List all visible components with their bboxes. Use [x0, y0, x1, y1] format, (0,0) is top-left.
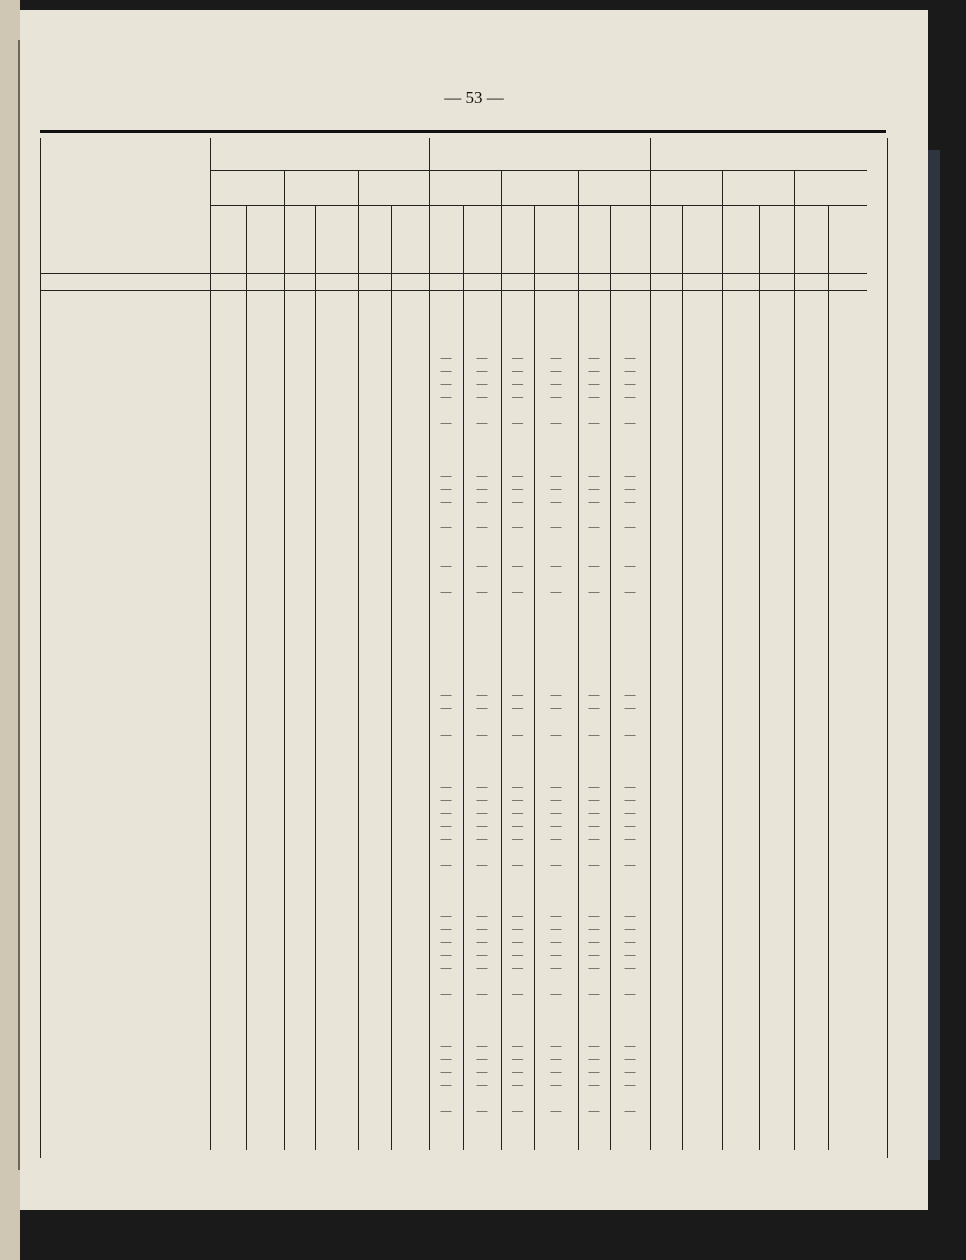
empty-cell-dash: —: [476, 781, 488, 793]
empty-cell-dash: —: [512, 1105, 523, 1117]
empty-cell-dash: —: [512, 365, 523, 377]
empty-cell-dash: —: [476, 483, 488, 495]
empty-cell-dash: —: [440, 962, 452, 974]
empty-cell-dash: —: [440, 689, 452, 701]
area-subheading: [766, 208, 788, 270]
empty-cell-dash: —: [512, 781, 523, 793]
empty-cell-dash: —: [624, 689, 636, 701]
empty-cell-dash: —: [624, 586, 636, 598]
empty-cell-dash: —: [588, 820, 600, 832]
empty-cell-dash: —: [440, 949, 452, 961]
empty-cell-dash: —: [550, 689, 562, 701]
empty-cell-dash: —: [550, 807, 562, 819]
book-cover-edge: [928, 150, 940, 1160]
empty-cell-dash: —: [588, 833, 600, 845]
empty-cell-dash: —: [588, 1079, 600, 1091]
statistics-table: [40, 138, 888, 1158]
empty-cell-dash: —: [588, 417, 600, 429]
empty-cell-dash: —: [440, 936, 452, 948]
empty-cell-dash: —: [476, 949, 488, 961]
empty-cell-dash: —: [476, 378, 488, 390]
empty-cell-dash: —: [440, 417, 452, 429]
empty-cell-dash: —: [440, 1079, 452, 1091]
empty-cell-dash: —: [624, 1040, 636, 1052]
empty-cell-dash: —: [440, 1040, 452, 1052]
empty-cell-dash: —: [440, 781, 452, 793]
empty-cell-dash: —: [440, 988, 452, 1000]
empty-cell-dash: —: [550, 729, 562, 741]
empty-cell-dash: —: [440, 833, 452, 845]
empty-cell-dash: —: [440, 910, 452, 922]
empty-cell-dash: —: [550, 1066, 562, 1078]
empty-cell-dash: —: [624, 352, 636, 364]
empty-cell-dash: —: [624, 391, 636, 403]
area-subheading: [326, 208, 348, 270]
empty-cell-dash: —: [476, 988, 488, 1000]
column-divider: [501, 170, 502, 1150]
empty-cell-dash: —: [440, 923, 452, 935]
empty-cell-dash: —: [476, 689, 488, 701]
empty-cell-dash: —: [550, 417, 562, 429]
empty-cell-dash: —: [588, 1066, 600, 1078]
count-subheading: [655, 208, 677, 270]
empty-cell-dash: —: [624, 1105, 636, 1117]
empty-cell-dash: —: [550, 702, 562, 714]
empty-cell-dash: —: [550, 820, 562, 832]
empty-cell-dash: —: [588, 586, 600, 598]
empty-cell-dash: —: [476, 702, 488, 714]
empty-cell-dash: —: [624, 470, 636, 482]
empty-cell-dash: —: [624, 521, 636, 533]
column-divider: [391, 205, 392, 1150]
empty-cell-dash: —: [512, 833, 523, 845]
empty-cell-dash: —: [440, 794, 452, 806]
empty-cell-dash: —: [588, 1053, 600, 1065]
empty-cell-dash: —: [550, 949, 562, 961]
empty-cell-dash: —: [476, 923, 488, 935]
count-subheading: [800, 208, 822, 270]
empty-cell-dash: —: [476, 560, 488, 572]
column-divider: [828, 205, 829, 1150]
empty-cell-dash: —: [512, 1079, 523, 1091]
column-divider: [794, 170, 795, 1150]
empty-cell-dash: —: [624, 807, 636, 819]
column-divider: [682, 205, 683, 1150]
empty-cell-dash: —: [588, 483, 600, 495]
empty-cell-dash: —: [476, 1040, 488, 1052]
empty-cell-dash: —: [624, 1066, 636, 1078]
empty-cell-dash: —: [512, 470, 523, 482]
empty-cell-dash: —: [512, 820, 523, 832]
count-subheading: [289, 208, 311, 270]
empty-cell-dash: —: [512, 1066, 523, 1078]
empty-cell-dash: —: [440, 378, 452, 390]
empty-cell-dash: —: [476, 1079, 488, 1091]
empty-cell-dash: —: [440, 859, 452, 871]
empty-cell-dash: —: [440, 702, 452, 714]
empty-cell-dash: —: [550, 391, 562, 403]
empty-cell-dash: —: [588, 807, 600, 819]
area-subheading: [545, 208, 567, 270]
count-subheading: [583, 208, 605, 270]
area-subheading: [837, 208, 859, 270]
column-divider: [534, 205, 535, 1150]
count-subheading: [217, 208, 239, 270]
empty-cell-dash: —: [476, 496, 488, 508]
empty-cell-dash: —: [550, 365, 562, 377]
empty-cell-dash: —: [550, 1105, 562, 1117]
empty-cell-dash: —: [512, 521, 523, 533]
empty-cell-dash: —: [588, 560, 600, 572]
empty-cell-dash: —: [512, 1053, 523, 1065]
empty-cell-dash: —: [476, 1053, 488, 1065]
count-subheading: [435, 208, 457, 270]
empty-cell-dash: —: [624, 859, 636, 871]
column-divider: [246, 205, 247, 1150]
column-divider: [759, 205, 760, 1150]
count-subheading: [507, 208, 529, 270]
empty-cell-dash: —: [476, 936, 488, 948]
empty-cell-dash: —: [512, 1040, 523, 1052]
column-divider: [610, 205, 611, 1150]
empty-cell-dash: —: [588, 1040, 600, 1052]
empty-cell-dash: —: [512, 391, 523, 403]
empty-cell-dash: —: [476, 820, 488, 832]
count-subheading: [730, 208, 752, 270]
empty-cell-dash: —: [512, 417, 523, 429]
empty-cell-dash: —: [624, 988, 636, 1000]
empty-cell-dash: —: [476, 391, 488, 403]
empty-cell-dash: —: [440, 352, 452, 364]
empty-cell-dash: —: [624, 781, 636, 793]
empty-cell-dash: —: [512, 988, 523, 1000]
column-divider: [358, 170, 359, 1150]
empty-cell-dash: —: [588, 352, 600, 364]
empty-cell-dash: —: [476, 910, 488, 922]
page-number: — 53 —: [444, 88, 504, 107]
empty-cell-dash: —: [476, 352, 488, 364]
empty-cell-dash: —: [588, 378, 600, 390]
facing-page-edge: [0, 0, 20, 1260]
empty-cell-dash: —: [550, 833, 562, 845]
empty-cell-dash: —: [476, 807, 488, 819]
empty-cell-dash: —: [588, 988, 600, 1000]
empty-cell-dash: —: [440, 483, 452, 495]
empty-cell-dash: —: [550, 1079, 562, 1091]
empty-cell-dash: —: [624, 365, 636, 377]
empty-cell-dash: —: [624, 1053, 636, 1065]
empty-cell-dash: —: [550, 794, 562, 806]
empty-cell-dash: —: [588, 923, 600, 935]
column-divider: [284, 170, 285, 1150]
empty-cell-dash: —: [624, 962, 636, 974]
empty-cell-dash: —: [550, 521, 562, 533]
empty-cell-dash: —: [512, 689, 523, 701]
empty-cell-dash: —: [476, 859, 488, 871]
empty-cell-dash: —: [512, 962, 523, 974]
empty-cell-dash: —: [550, 560, 562, 572]
empty-cell-dash: —: [512, 378, 523, 390]
empty-cell-dash: —: [440, 586, 452, 598]
empty-cell-dash: —: [624, 417, 636, 429]
column-divider: [578, 170, 579, 1150]
empty-cell-dash: —: [550, 988, 562, 1000]
empty-cell-dash: —: [476, 521, 488, 533]
empty-cell-dash: —: [588, 794, 600, 806]
empty-cell-dash: —: [550, 352, 562, 364]
empty-cell-dash: —: [440, 470, 452, 482]
empty-cell-dash: —: [624, 378, 636, 390]
empty-cell-dash: —: [512, 910, 523, 922]
empty-cell-dash: —: [588, 962, 600, 974]
empty-cell-dash: —: [476, 729, 488, 741]
empty-cell-dash: —: [624, 702, 636, 714]
empty-cell-dash: —: [550, 496, 562, 508]
empty-cell-dash: —: [588, 702, 600, 714]
empty-cell-dash: —: [624, 496, 636, 508]
empty-cell-dash: —: [550, 910, 562, 922]
header-rule: [41, 273, 867, 274]
empty-cell-dash: —: [476, 470, 488, 482]
empty-cell-dash: —: [588, 391, 600, 403]
empty-cell-dash: —: [512, 807, 523, 819]
empty-cell-dash: —: [624, 560, 636, 572]
empty-cell-dash: —: [476, 1066, 488, 1078]
empty-cell-dash: —: [512, 923, 523, 935]
empty-cell-dash: —: [624, 794, 636, 806]
empty-cell-dash: —: [550, 781, 562, 793]
empty-cell-dash: —: [440, 1105, 452, 1117]
empty-cell-dash: —: [624, 923, 636, 935]
empty-cell-dash: —: [512, 794, 523, 806]
empty-cell-dash: —: [588, 521, 600, 533]
empty-cell-dash: —: [550, 378, 562, 390]
empty-cell-dash: —: [440, 729, 452, 741]
header-rule: [210, 170, 867, 171]
empty-cell-dash: —: [588, 365, 600, 377]
empty-cell-dash: —: [624, 820, 636, 832]
empty-cell-dash: —: [550, 1040, 562, 1052]
empty-cell-dash: —: [588, 859, 600, 871]
empty-cell-dash: —: [550, 936, 562, 948]
column-divider: [315, 205, 316, 1150]
empty-cell-dash: —: [588, 496, 600, 508]
empty-cell-dash: —: [550, 859, 562, 871]
empty-cell-dash: —: [624, 833, 636, 845]
empty-cell-dash: —: [440, 496, 452, 508]
empty-cell-dash: —: [588, 781, 600, 793]
empty-cell-dash: —: [512, 949, 523, 961]
empty-cell-dash: —: [550, 1053, 562, 1065]
empty-cell-dash: —: [550, 470, 562, 482]
empty-cell-dash: —: [588, 689, 600, 701]
empty-cell-dash: —: [476, 417, 488, 429]
area-subheading: [254, 208, 276, 270]
header-rule: [41, 290, 867, 291]
empty-cell-dash: —: [440, 560, 452, 572]
empty-cell-dash: —: [624, 729, 636, 741]
empty-cell-dash: —: [588, 1105, 600, 1117]
empty-cell-dash: —: [476, 794, 488, 806]
empty-cell-dash: —: [512, 729, 523, 741]
empty-cell-dash: —: [512, 936, 523, 948]
empty-cell-dash: —: [440, 521, 452, 533]
empty-cell-dash: —: [512, 483, 523, 495]
empty-cell-dash: —: [440, 807, 452, 819]
empty-cell-dash: —: [550, 962, 562, 974]
empty-cell-dash: —: [512, 859, 523, 871]
empty-cell-dash: —: [476, 1105, 488, 1117]
empty-cell-dash: —: [624, 936, 636, 948]
header-rule: [210, 205, 867, 206]
empty-cell-dash: —: [624, 949, 636, 961]
empty-cell-dash: —: [588, 949, 600, 961]
empty-cell-dash: —: [624, 1079, 636, 1091]
empty-cell-dash: —: [440, 1066, 452, 1078]
top-rule: [40, 130, 886, 133]
empty-cell-dash: —: [588, 729, 600, 741]
empty-cell-dash: —: [550, 923, 562, 935]
empty-cell-dash: —: [476, 833, 488, 845]
empty-cell-dash: —: [588, 470, 600, 482]
column-divider: [463, 205, 464, 1150]
empty-cell-dash: —: [512, 352, 523, 364]
empty-cell-dash: —: [550, 483, 562, 495]
count-subheading: [364, 208, 386, 270]
empty-cell-dash: —: [550, 586, 562, 598]
empty-cell-dash: —: [440, 391, 452, 403]
empty-cell-dash: —: [440, 820, 452, 832]
empty-cell-dash: —: [512, 496, 523, 508]
empty-cell-dash: —: [588, 936, 600, 948]
empty-cell-dash: —: [440, 365, 452, 377]
document-page: [20, 10, 928, 1210]
area-subheading: [619, 208, 641, 270]
empty-cell-dash: —: [476, 586, 488, 598]
column-divider: [722, 170, 723, 1150]
empty-cell-dash: —: [476, 962, 488, 974]
empty-cell-dash: —: [624, 483, 636, 495]
empty-cell-dash: —: [624, 910, 636, 922]
area-subheading: [691, 208, 713, 270]
area-subheading: [399, 208, 421, 270]
empty-cell-dash: —: [588, 910, 600, 922]
empty-cell-dash: —: [512, 586, 523, 598]
empty-cell-dash: —: [476, 365, 488, 377]
empty-cell-dash: —: [440, 1053, 452, 1065]
empty-cell-dash: —: [512, 702, 523, 714]
empty-cell-dash: —: [512, 560, 523, 572]
area-subheading: [471, 208, 493, 270]
